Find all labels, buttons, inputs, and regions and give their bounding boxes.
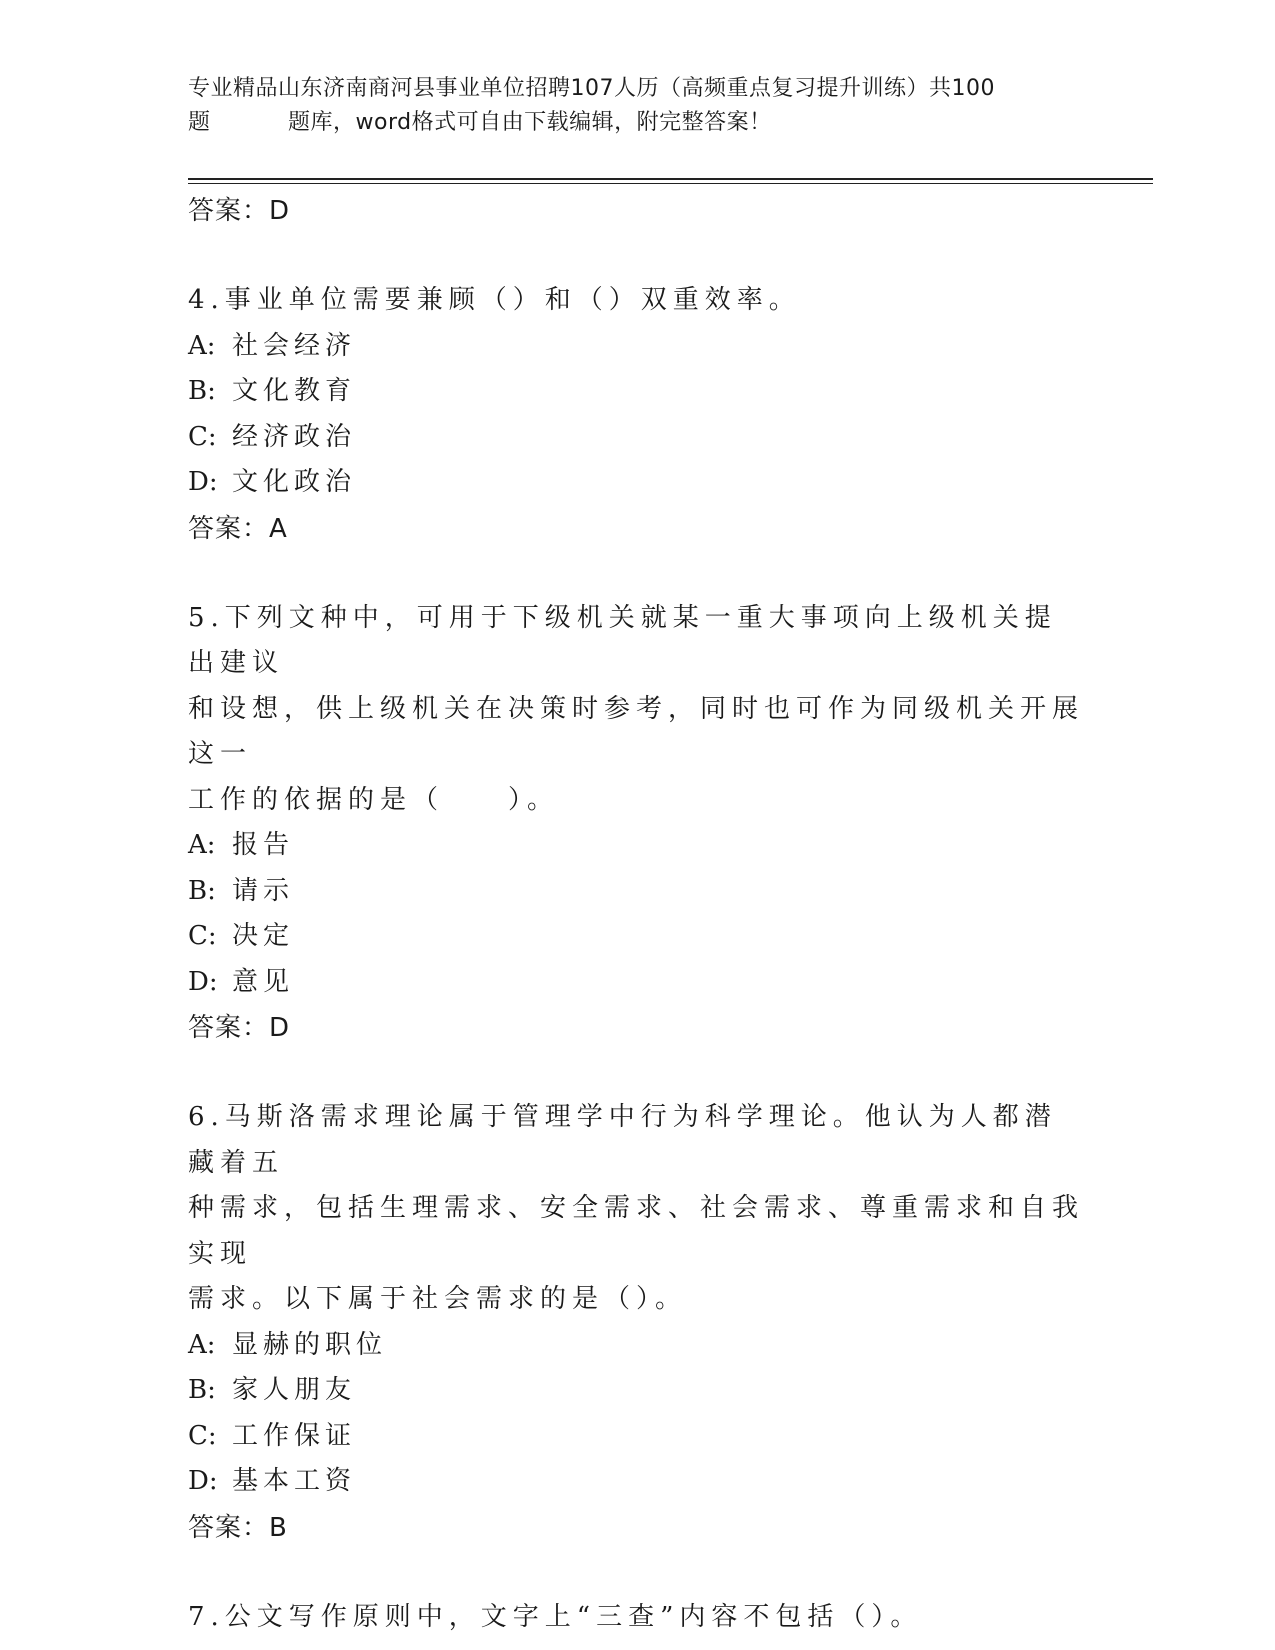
question-list — [188, 188, 1088, 1640]
option-a — [188, 1323, 1088, 1369]
answer-line: 答案：A — [188, 513, 288, 544]
header-rule-thin — [188, 183, 1153, 184]
option-text: 家人朋友 — [232, 1375, 357, 1405]
option-key: A: — [188, 330, 216, 361]
option-key: B: — [188, 875, 216, 906]
option-text: 报告 — [232, 830, 295, 860]
option-key: C: — [188, 421, 217, 452]
spacer — [188, 552, 1088, 596]
option-text: 意见 — [232, 966, 295, 997]
answer-line: 答案：B — [188, 1512, 288, 1543]
option-key: C: — [188, 1420, 217, 1451]
option-d — [188, 1459, 1088, 1505]
option-b — [188, 369, 1088, 415]
spacer — [188, 1051, 1088, 1095]
option-text: 基本工资 — [232, 1466, 357, 1496]
header-title-lead: 题 — [188, 110, 211, 135]
question-block-6 — [188, 1095, 1088, 1551]
option-b — [188, 869, 1088, 915]
option-c — [188, 914, 1088, 960]
answer-line: 答案：D — [188, 1013, 291, 1043]
option-a — [188, 324, 1088, 370]
question-stem-line: 5.下列文种中，可用于下级机关就某一重大事项向上级机关提出建议 — [188, 602, 1057, 678]
option-key: D: — [188, 966, 218, 997]
option-key: D: — [188, 467, 218, 497]
option-text: 决定 — [232, 921, 295, 951]
option-key: A: — [188, 1329, 216, 1360]
option-key: A: — [188, 830, 216, 860]
option-c — [188, 1414, 1088, 1460]
question-block-4 — [188, 278, 1088, 552]
question-stem-line: 6.马斯洛需求理论属于管理学中行为科学理论。他认为人都潜藏着五 — [188, 1102, 1057, 1178]
option-text: 社会经济 — [232, 330, 357, 361]
option-text: 工作保证 — [232, 1420, 357, 1451]
option-text: 文化政治 — [232, 467, 357, 497]
header-title-line-2 — [188, 106, 1088, 140]
option-text: 文化教育 — [232, 376, 357, 406]
option-b — [188, 1368, 1088, 1414]
question-stem-line: 和设想，供上级机关在决策时参考，同时也可作为同级机关开展这一 — [188, 693, 1085, 769]
option-c — [188, 415, 1088, 461]
option-text: 经济政治 — [232, 421, 357, 452]
option-d — [188, 460, 1088, 506]
question-block-5 — [188, 596, 1088, 1052]
option-text: 显赫的职位 — [232, 1329, 388, 1360]
header-title-rest: 题库，word格式可自由下载编辑，附完整答案！ — [288, 110, 772, 135]
option-key: D: — [188, 1466, 218, 1496]
option-key: C: — [188, 921, 217, 951]
question-stem: 4.事业单位需要兼顾（）和（）双重效率。 — [188, 285, 801, 315]
question-stem-line: 工作的依据的是（ ）。 — [188, 784, 560, 815]
option-key: B: — [188, 376, 216, 406]
spacer — [188, 1551, 1088, 1595]
question-stem-line: 需求。以下属于社会需求的是（）。 — [188, 1284, 688, 1314]
header-rule-thick — [188, 178, 1153, 180]
option-key: B: — [188, 1375, 216, 1405]
question-stem-line: 种需求，包括生理需求、安全需求、社会需求、尊重需求和自我实现 — [188, 1193, 1085, 1269]
option-d — [188, 960, 1088, 1006]
previous-answer: 答案：D — [188, 196, 291, 226]
question-block-7 — [188, 1595, 1088, 1641]
option-a — [188, 823, 1088, 869]
question-stem: 7.公文写作原则中，文字上“三查”内容不包括（）。 — [188, 1601, 923, 1632]
header-title-line-1: 专业精品山东济南商河县事业单位招聘107人历（高频重点复习提升训练）共100 — [188, 76, 995, 101]
spacer — [188, 234, 1088, 278]
page-header — [188, 72, 1088, 140]
option-text: 请示 — [232, 875, 295, 906]
